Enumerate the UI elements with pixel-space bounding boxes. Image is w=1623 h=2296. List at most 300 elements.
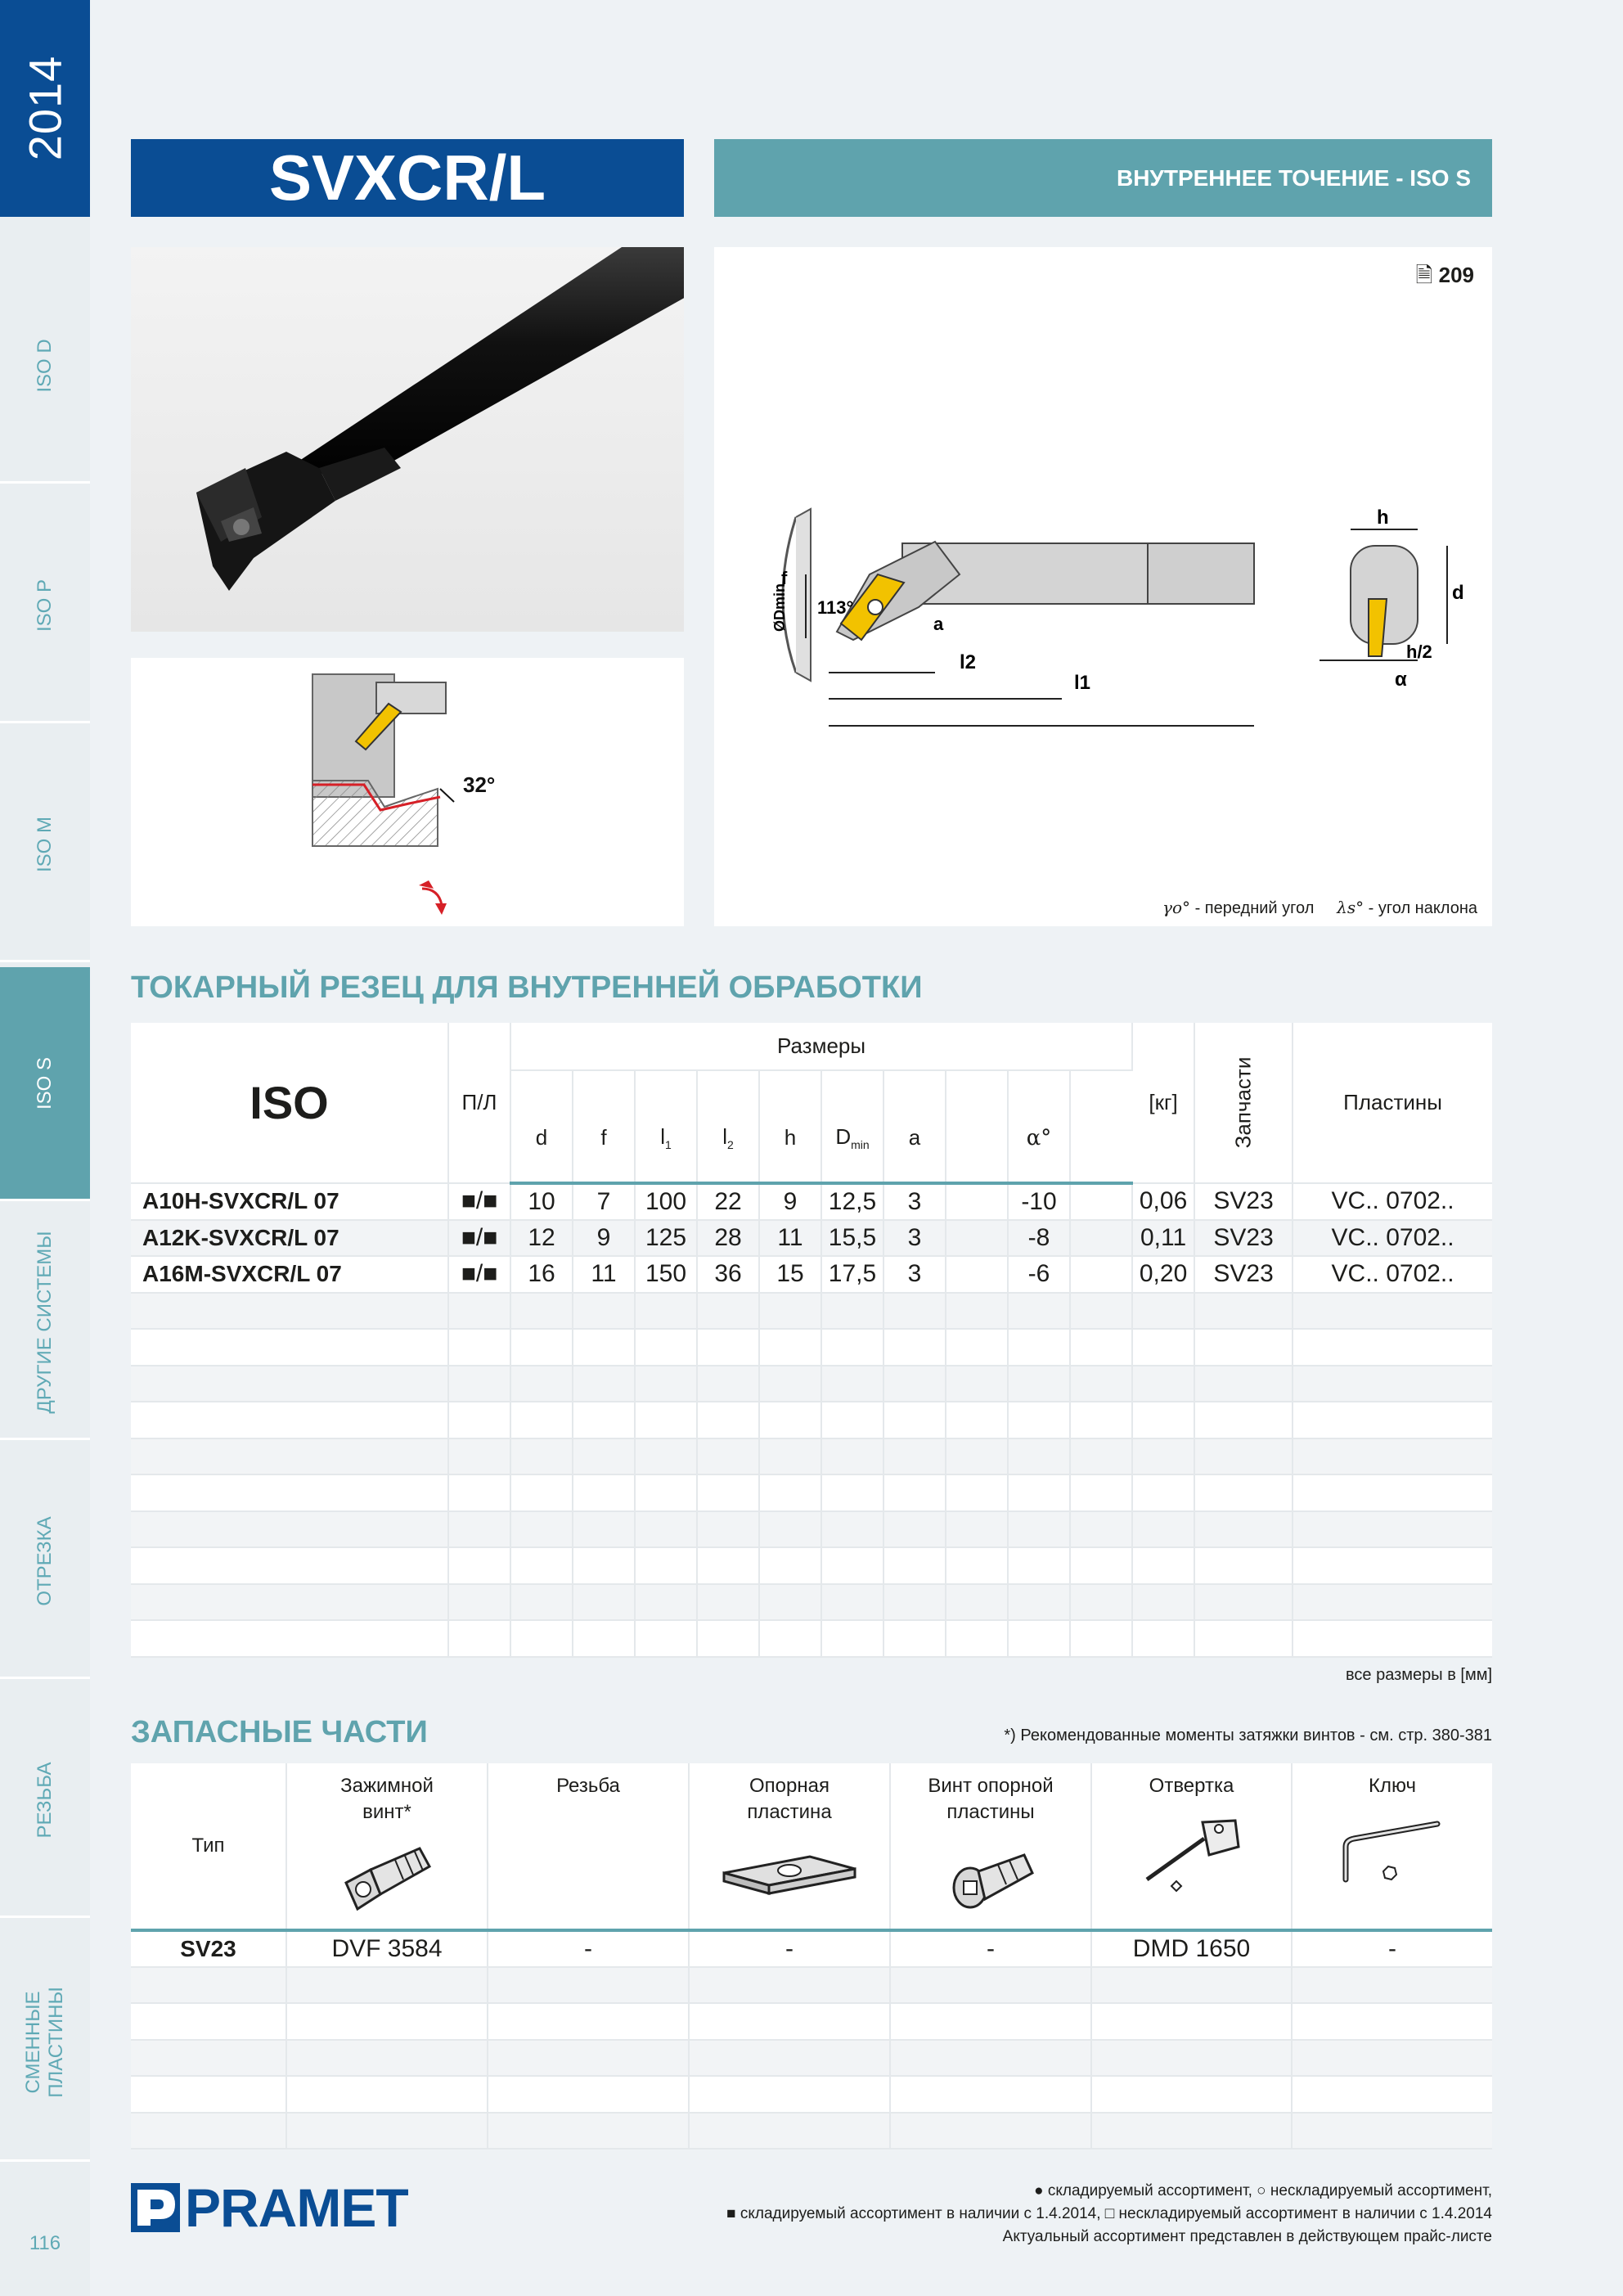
table-cell <box>448 1620 510 1657</box>
table-cell <box>883 1547 946 1584</box>
col-driver <box>1091 1763 1292 1930</box>
table-cell <box>448 1547 510 1584</box>
table-cell <box>131 2076 286 2113</box>
col-inserts: Пластины <box>1293 1023 1492 1183</box>
table-cell <box>883 1511 946 1548</box>
tab-label <box>22 1952 68 2132</box>
spare-parts-heading: ЗАПАСНЫЕ ЧАСТИ <box>131 1715 428 1749</box>
table-cell <box>573 1620 635 1657</box>
table-cell <box>448 1474 510 1511</box>
table-cell <box>573 1584 635 1621</box>
table-cell <box>890 1967 1091 2004</box>
table-cell <box>759 1620 821 1657</box>
table-cell <box>510 1511 573 1548</box>
table-cell <box>759 1547 821 1584</box>
table-cell <box>1132 1547 1194 1584</box>
insert-angle-label: 113° <box>817 597 854 618</box>
table-cell <box>1132 1511 1194 1548</box>
table-cell <box>821 1547 883 1584</box>
table-cell <box>1091 2040 1292 2077</box>
table-row <box>131 1183 1492 1220</box>
col-thread: Резьба <box>488 1763 689 1930</box>
clamp-screw-icon <box>338 1840 436 1914</box>
table-cell <box>635 1402 697 1438</box>
table-cell <box>1293 1511 1492 1548</box>
table-cell: 22 <box>697 1183 759 1220</box>
tab-iso-s[interactable] <box>0 967 90 1201</box>
tab-label-line: ПЛАСТИНЫ <box>45 1986 67 2098</box>
screwdriver-icon <box>1131 1814 1253 1896</box>
table-cell: 125 <box>635 1220 697 1257</box>
table-row <box>131 2003 1492 2040</box>
table-cell <box>131 2003 286 2040</box>
table-row <box>131 1967 1492 2004</box>
table-cell <box>131 1620 448 1657</box>
footer-legend <box>726 2180 1492 2249</box>
legend-line-1: ● складируемый ассортимент, ○ нескладируемый ассортимент, <box>1034 2182 1492 2199</box>
table-cell: SV23 <box>131 1930 286 1967</box>
table-cell <box>821 1511 883 1548</box>
table-cell <box>890 2076 1091 2113</box>
table-cell: -8 <box>1008 1220 1070 1257</box>
table-cell: 28 <box>697 1220 759 1257</box>
hex-key-icon <box>1331 1814 1454 1896</box>
table-cell <box>573 1547 635 1584</box>
tools-table <box>131 1023 1492 1658</box>
l1-label: l1 <box>1074 672 1091 694</box>
table-cell: 100 <box>635 1183 697 1220</box>
d-label: d <box>1452 582 1464 604</box>
table-cell <box>448 1366 510 1402</box>
table-cell <box>1091 1967 1292 2004</box>
table-cell <box>1293 1438 1492 1475</box>
tab-parting[interactable] <box>0 1445 90 1679</box>
brand-name: PRAMET <box>185 2177 408 2238</box>
table-cell <box>689 2040 890 2077</box>
table-cell <box>946 1183 1008 1220</box>
table-row <box>131 1620 1492 1657</box>
table-row <box>131 1402 1492 1438</box>
table-cell <box>1132 1438 1194 1475</box>
col-type: Тип <box>131 1763 286 1930</box>
dmin-sub: min <box>851 1138 870 1152</box>
table-cell <box>689 2113 890 2150</box>
table-cell <box>946 1256 1008 1293</box>
table-row <box>131 1930 1492 1967</box>
tab-label: ISO M <box>34 816 56 872</box>
alpha-label: α <box>1395 669 1407 691</box>
table-cell: DVF 3584 <box>286 1930 488 1967</box>
table-cell <box>1070 1438 1132 1475</box>
table-cell <box>946 1402 1008 1438</box>
table-cell <box>759 1584 821 1621</box>
table-cell <box>573 1511 635 1548</box>
table-cell <box>890 2003 1091 2040</box>
table-cell <box>131 2040 286 2077</box>
table-cell <box>697 1366 759 1402</box>
col-shim-screw <box>890 1763 1091 1930</box>
table-cell <box>1091 2113 1292 2150</box>
table-cell <box>488 1967 689 2004</box>
table-cell: 36 <box>697 1256 759 1293</box>
rake-text: - передний угол <box>1190 899 1315 917</box>
table-cell <box>635 1584 697 1621</box>
col-alpha: α° <box>1008 1070 1070 1183</box>
dimension-drawing <box>714 247 1492 926</box>
table-cell <box>697 1438 759 1475</box>
table-cell <box>1293 1474 1492 1511</box>
legend-line-3: Актуальный ассортимент представлен в действующем прайс-листе <box>1002 2228 1492 2245</box>
l1-head: l <box>660 1123 665 1149</box>
key-label: Ключ <box>1369 1775 1416 1797</box>
table-cell: 16 <box>510 1256 573 1293</box>
table-cell: 0,06 <box>1132 1183 1194 1220</box>
table-cell <box>759 1474 821 1511</box>
table-cell <box>1292 2076 1492 2113</box>
spares-label: Запчасти <box>1230 1056 1256 1149</box>
table-cell: SV23 <box>1194 1220 1293 1257</box>
table-row <box>131 1220 1492 1257</box>
table-cell <box>946 1366 1008 1402</box>
table-cell <box>286 2076 488 2113</box>
table-cell: 12 <box>510 1220 573 1257</box>
table-cell: 10 <box>510 1183 573 1220</box>
table-cell <box>821 1402 883 1438</box>
table-cell <box>488 2113 689 2150</box>
table-cell <box>573 1329 635 1366</box>
table-cell <box>1008 1511 1070 1548</box>
table-cell: VC.. 0702.. <box>1293 1220 1492 1257</box>
table-cell <box>1070 1293 1132 1330</box>
table-cell: A12K-SVXCR/L 07 <box>131 1220 448 1257</box>
table-cell <box>131 1511 448 1548</box>
table-cell <box>573 1438 635 1475</box>
tools-heading: ТОКАРНЫЙ РЕЗЕЦ ДЛЯ ВНУТРЕННЕЙ ОБРАБОТКИ <box>131 970 923 1005</box>
table-cell <box>946 1220 1008 1257</box>
table-cell <box>635 1366 697 1402</box>
table-cell <box>946 1329 1008 1366</box>
table-cell <box>1091 2003 1292 2040</box>
page-reference[interactable] <box>1415 260 1474 296</box>
table-cell <box>1070 1220 1132 1257</box>
category-banner: ВНУТРЕННЕЕ ТОЧЕНИЕ - ISO S <box>714 139 1492 217</box>
shim-label: Опорная пластина <box>747 1775 832 1823</box>
table-cell <box>131 1293 448 1330</box>
table-cell <box>821 1474 883 1511</box>
col-clamp-screw <box>286 1763 488 1930</box>
a-label: a <box>933 614 944 634</box>
table-cell: -6 <box>1008 1256 1070 1293</box>
table-cell: A10H-SVXCR/L 07 <box>131 1183 448 1220</box>
table-cell <box>510 1547 573 1584</box>
table-cell <box>1091 2076 1292 2113</box>
spare-parts-table <box>131 1763 1492 2150</box>
dmin-label: ØDmin <box>771 583 788 632</box>
table-cell: VC.. 0702.. <box>1293 1256 1492 1293</box>
table-row <box>131 1366 1492 1402</box>
table-cell <box>1293 1293 1492 1330</box>
page-title: SVXCR/L <box>131 139 684 217</box>
table-cell <box>573 1366 635 1402</box>
table-cell <box>1293 1366 1492 1402</box>
table-cell <box>890 2113 1091 2150</box>
table-cell <box>689 2003 890 2040</box>
table-cell <box>131 1402 448 1438</box>
table-cell <box>573 1402 635 1438</box>
col-d: d <box>510 1070 573 1183</box>
col-f: f <box>573 1070 635 1183</box>
table-cell <box>488 2076 689 2113</box>
table-cell <box>759 1366 821 1402</box>
table-cell <box>1293 1402 1492 1438</box>
col-weight: [кг] <box>1132 1023 1194 1183</box>
tab-inserts[interactable] <box>0 1925 90 2162</box>
table-cell <box>448 1329 510 1366</box>
table-cell <box>1194 1620 1293 1657</box>
table-cell <box>1194 1366 1293 1402</box>
table-cell: ■/■ <box>448 1220 510 1257</box>
year-tab <box>0 0 90 217</box>
table-cell <box>510 1584 573 1621</box>
table-cell <box>1132 1584 1194 1621</box>
table-cell <box>1070 1547 1132 1584</box>
tab-label: ОТРЕЗКА <box>34 1515 56 1606</box>
cut-angle-label: 32° <box>463 772 496 797</box>
tab-label: РЕЗЬБА <box>34 1762 56 1838</box>
table-cell: 12,5 <box>821 1183 883 1220</box>
table-cell: 17,5 <box>821 1256 883 1293</box>
legend-line-2: ■ складируемый ассортимент в наличии с 1.4.2014, □ нескладируемый ассортимент в наличии с 1.4.2014 <box>726 2205 1492 2222</box>
table-cell <box>1194 1511 1293 1548</box>
table-cell <box>883 1474 946 1511</box>
tool-drawing-svg <box>714 247 1492 926</box>
table-cell <box>1194 1584 1293 1621</box>
table-cell: ■/■ <box>448 1256 510 1293</box>
col-dmin <box>821 1070 883 1183</box>
table-cell <box>131 1967 286 2004</box>
table-cell <box>1194 1474 1293 1511</box>
table-cell: 3 <box>883 1183 946 1220</box>
table-cell <box>286 2003 488 2040</box>
table-cell <box>946 1474 1008 1511</box>
tab-label-line: СМЕННЫЕ <box>22 1991 44 2093</box>
table-cell <box>1008 1366 1070 1402</box>
clamp-screw-label: Зажимной винт* <box>340 1775 434 1823</box>
table-cell <box>883 1620 946 1657</box>
table-cell <box>821 1366 883 1402</box>
table-cell <box>821 1620 883 1657</box>
table-cell: - <box>1292 1930 1492 1967</box>
table-cell: 3 <box>883 1256 946 1293</box>
table-cell <box>759 1329 821 1366</box>
table-cell <box>510 1366 573 1402</box>
table-cell: SV23 <box>1194 1256 1293 1293</box>
table-cell <box>759 1438 821 1475</box>
table-cell <box>635 1474 697 1511</box>
col-empty <box>946 1070 1008 1183</box>
table-cell: VC.. 0702.. <box>1293 1183 1492 1220</box>
table-cell <box>883 1438 946 1475</box>
table-cell <box>697 1620 759 1657</box>
table-cell <box>1292 2003 1492 2040</box>
table-cell <box>131 1474 448 1511</box>
table-cell <box>821 1329 883 1366</box>
table-cell <box>821 1293 883 1330</box>
table-cell <box>1194 1402 1293 1438</box>
table-cell <box>635 1547 697 1584</box>
table-row <box>131 1329 1492 1366</box>
table-cell <box>946 1620 1008 1657</box>
angle-legend <box>1162 898 1477 918</box>
table-cell <box>697 1293 759 1330</box>
boring-bar-image <box>131 247 684 632</box>
col-l1: $l_1$ <box>635 1070 697 1183</box>
table-cell <box>510 1620 573 1657</box>
table-cell: 0,20 <box>1132 1256 1194 1293</box>
table-cell <box>1008 1293 1070 1330</box>
l2-head: l <box>722 1123 727 1149</box>
table-cell <box>573 1293 635 1330</box>
table-cell <box>1194 1438 1293 1475</box>
h-label: h <box>1377 506 1389 529</box>
table-cell <box>1008 1474 1070 1511</box>
tab-iso-m[interactable] <box>0 728 90 962</box>
table-cell: 11 <box>759 1220 821 1257</box>
table-cell <box>689 1967 890 2004</box>
table-cell <box>510 1438 573 1475</box>
f-label: f <box>781 568 788 588</box>
table-cell <box>759 1402 821 1438</box>
incl-symbol: λs° <box>1337 898 1364 917</box>
table-cell <box>1008 1329 1070 1366</box>
rake-symbol: γo° <box>1162 898 1191 917</box>
col-spares <box>1194 1023 1293 1183</box>
table-cell <box>635 1620 697 1657</box>
tab-iso-p[interactable] <box>0 489 90 723</box>
table-cell: ■/■ <box>448 1183 510 1220</box>
table-cell <box>697 1547 759 1584</box>
col-dimensions: Размеры <box>510 1023 1132 1070</box>
table-cell <box>510 1293 573 1330</box>
table-cell <box>448 1584 510 1621</box>
table-cell <box>1070 1620 1132 1657</box>
table-cell <box>1070 1402 1132 1438</box>
table-cell <box>1070 1511 1132 1548</box>
pramet-logo[interactable] <box>131 2177 408 2239</box>
table-cell <box>1008 1547 1070 1584</box>
table-cell <box>510 1402 573 1438</box>
table-cell <box>1292 1967 1492 2004</box>
l2-label: l2 <box>960 651 977 673</box>
table-cell <box>1070 1256 1132 1293</box>
table-row <box>131 1584 1492 1621</box>
shim-screw-label: Винт опорной пластины <box>928 1775 1054 1823</box>
table-cell <box>448 1438 510 1475</box>
table-cell <box>1070 1329 1132 1366</box>
tab-iso-d[interactable] <box>0 250 90 484</box>
tab-threading[interactable] <box>0 1684 90 1918</box>
col-shim <box>689 1763 890 1930</box>
sidebar <box>0 0 90 2296</box>
table-cell <box>1194 1329 1293 1366</box>
pramet-logo-icon <box>131 2183 180 2232</box>
tab-other-systems[interactable] <box>0 1206 90 1440</box>
shim-icon <box>720 1840 859 1898</box>
col-iso: ISO <box>131 1023 448 1183</box>
table-row <box>131 1256 1492 1293</box>
table-cell <box>1293 1329 1492 1366</box>
table-cell <box>946 1438 1008 1475</box>
col-key <box>1292 1763 1492 1930</box>
half-h-label: h/2 <box>1406 642 1432 662</box>
table-row <box>131 2076 1492 2113</box>
table-row <box>131 1438 1492 1475</box>
table-cell: - <box>890 1930 1091 1967</box>
table-cell <box>946 1547 1008 1584</box>
document-icon: 🗎 <box>1415 263 1433 287</box>
year-label: 2014 <box>19 55 71 161</box>
table-cell: 9 <box>759 1183 821 1220</box>
table-cell <box>448 1511 510 1548</box>
table-cell <box>1132 1366 1194 1402</box>
table-cell <box>635 1329 697 1366</box>
table-cell: 9 <box>573 1220 635 1257</box>
table-cell <box>1008 1438 1070 1475</box>
table-cell <box>131 2113 286 2150</box>
table-cell <box>635 1511 697 1548</box>
table-cell <box>759 1511 821 1548</box>
table-row <box>131 1511 1492 1548</box>
table-cell <box>1132 1293 1194 1330</box>
table-cell <box>488 2003 689 2040</box>
shim-screw-icon <box>946 1840 1036 1914</box>
table-cell <box>1292 2113 1492 2150</box>
table-cell <box>697 1402 759 1438</box>
table-cell <box>1132 1329 1194 1366</box>
driver-label: Отвертка <box>1149 1775 1234 1797</box>
table-cell: 7 <box>573 1183 635 1220</box>
table-cell <box>448 1293 510 1330</box>
table-cell <box>1293 1547 1492 1584</box>
table-cell <box>510 1474 573 1511</box>
cutting-diagram-svg <box>131 658 684 926</box>
table-cell <box>1070 1366 1132 1402</box>
tab-label: ISO P <box>34 579 56 632</box>
table-row <box>131 2113 1492 2150</box>
table-row <box>131 1293 1492 1330</box>
incl-text: - угол наклона <box>1364 899 1477 917</box>
col-l2: $l_2$ <box>697 1070 759 1183</box>
col-h: h <box>759 1070 821 1183</box>
table-cell <box>131 1584 448 1621</box>
table-cell <box>1194 1547 1293 1584</box>
table-cell <box>1132 1402 1194 1438</box>
torque-note: *) Рекомендованные моменты затяжки винтов - см. стр. 380-381 <box>1004 1727 1492 1745</box>
table-cell <box>689 2076 890 2113</box>
table-cell <box>1008 1620 1070 1657</box>
table-cell <box>883 1366 946 1402</box>
table-row <box>131 1547 1492 1584</box>
table-cell: - <box>689 1930 890 1967</box>
table-cell <box>448 1402 510 1438</box>
table-cell <box>1293 1584 1492 1621</box>
table-cell <box>821 1438 883 1475</box>
table-cell: 0,11 <box>1132 1220 1194 1257</box>
table-cell <box>131 1329 448 1366</box>
table-cell <box>1132 1620 1194 1657</box>
table-cell <box>635 1293 697 1330</box>
cutting-diagram <box>131 658 684 926</box>
